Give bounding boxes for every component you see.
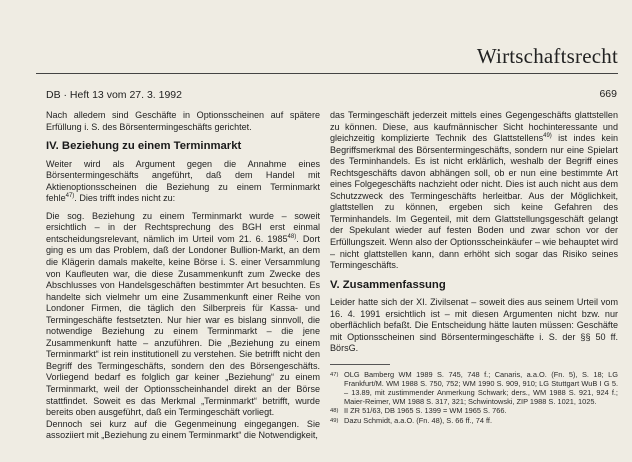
- section-title: Wirtschaftsrecht: [476, 44, 618, 68]
- intro-paragraph: Nach alledem sind Geschäfte in Optionsscheinen auf spätere Erfüllung i. S. des Börsentermingeschäfts gerichtet.: [46, 110, 320, 132]
- footnote-text: Dazu Schmidt, a.a.O. (Fn. 48), S. 66 ff., 74 ff.: [344, 416, 493, 426]
- footnote-number: 47): [330, 371, 339, 378]
- paragraph-iv-3: Dennoch sei kurz auf die Gegenmeinung eingegangen. Sie assoziiert mit „Beziehung zu einem Terminmarkt“ die Notwendigkeit,: [46, 418, 320, 441]
- footnote-number: 48): [330, 408, 339, 415]
- footnote-text: OLG Bamberg WM 1989 S. 745, 748 f.; Canaris, a.a.O. (Fn. 5), S. 18; LG Frankfurt/M. WM 1988 S. 750, 752; WM 1990 S. 909, 910; LG Stuttgart WuB I G 5. – 13.89, mit zustimmender Anmerkung Schwark; ders., WM 1988 S. 921, 924 f.; Maier-Reimer, WM 1988 S. 317, 321; Schwintowski, ZIP 1988 S. 1021, 1025.: [344, 369, 618, 407]
- paragraph-text: . Dies trifft indes nicht zu:: [74, 193, 176, 204]
- header-rule: [36, 73, 618, 74]
- footnote-ref-48: 48): [287, 233, 297, 240]
- heading-v: V. Zusammenfassung: [330, 278, 446, 291]
- footnote-48: [330, 406, 618, 416]
- right-column: [330, 110, 618, 427]
- footnote-49: [330, 416, 618, 426]
- paragraph-text: . Dort ging es um das Problem, daß der Londoner Bullion-Markt, an dem die Klägerin damals makelte, keine Börse i. S. einer Versammlung von Kaufleuten war, die diese Zusammenkunft zum Zwecke des Abschlusses von Handelsgeschäften bestimmter Art besuchten. Es handelte sich vielmehr um eine Zusammenkunft einer Reihe von Londoner Firmen, die täglich den Silberpreis für Kassa- und Termingeschäfte festsetzten. Nur hier war es bislang sinnvoll, die notwendige Beziehung zu einem Terminmarkt – die jene Zusammenkunft hatte – anzuführen. Die „Beziehung zu einem Terminmarkt“ ist rein institutionell zu verstehen. Sie betrifft nicht den Begriff des Termingeschäfts, sondern den des Börsengeschäfts. Vorliegend bedarf es folglich gar keiner „Beziehung“ zu einem Terminmarkt, weil der Optionsscheinhandel direkt an der Börse stattfindet. Soweit es das Merkmal „Terminmarkt“ betrifft, wurde bereits oben ausgeführt, daß ein Termingeschäft vorliegt.: [46, 233, 320, 418]
- paragraph-v-1: Leider hatte sich der XI. Zivilsenat – soweit dies aus seinem Urteil vom 16. 4. 1991 ersichtlich ist – mit diesen Argumenten nicht bzw. nur oberflächlich befaßt. Die Entscheidung hätte lauten müssen: Geschäfte mit Optionsscheinen sind Börsentermingeschäfte i. S. der §§ 50 ff. BörsG.: [330, 297, 618, 354]
- paragraph-iv-4: [330, 110, 618, 272]
- page-number: 669: [599, 88, 617, 100]
- heading-iv: IV. Beziehung zu einem Terminmarkt: [46, 140, 242, 153]
- footnotes: [330, 370, 618, 427]
- paragraph-iv-1: [46, 159, 320, 205]
- paragraph-iv-2: [46, 211, 320, 419]
- footnote-47: [330, 370, 618, 406]
- paragraph-text: Die sog. Beziehung zu einem Terminmarkt wurde – soweit ersichtlich – in der Rechtsprechung des BGH erst einmal entscheidungsrelevant, nämlich im Urteil vom 21. 6. 1985: [46, 210, 320, 244]
- footnote-ref-47: 47): [65, 193, 75, 200]
- paragraph-text: ist indes kein Begriffsmerkmal des Börsentermingeschäfts, sondern nur eine Spielart des Terminhandels. Es ist nicht erklärlich, weshalb der Begriff eines Rechtsgeschäfts davon abhängen soll, ob er nun eine bestimmte Art eines Folgegeschäfts nachzieht oder nicht. Dies ist auch nicht aus dem Schutzzweck des Termingeschäfts herleitbar. Aus der Möglichkeit, glattstellen zu können, ergeben sich keine Gefahren des Terminhandels. Im Gegenteil, mit dem Glattstellungsgeschäft gelangt der Spekulant wieder auf festen Boden und zwar schon vor der Erfüllungszeit. Wenn also der Optionsscheinkäufer – wie behauptet wird – nicht glattstellen kann, dann erhöht sich sogar das Risiko seines Termingeschäfts.: [330, 133, 618, 271]
- paragraph-text: Weiter wird als Argument gegen die Annahme eines Börsentermingeschäfts angeführt, daß dem Handel mit Aktienoptionsscheinen die Beziehung zu einem Terminmarkt fehle: [46, 158, 320, 204]
- footnote-ref-49: 49): [543, 133, 552, 140]
- footnote-number: 49): [330, 418, 339, 425]
- left-column: [46, 110, 320, 442]
- footnote-text: II ZR 51/63, DB 1965 S. 1399 = WM 1965 S. 766.: [344, 406, 507, 416]
- paragraph-text: das Termingeschäft jederzeit mittels eines Gegengeschäfts glattstellen zu können. Diese, aus kaufmännischer Sicht hochinteressante und gleichzeitig komplizierte Technik des Glattstellens: [330, 110, 618, 144]
- footnote-rule: [330, 364, 390, 365]
- issue-line: DB · Heft 13 vom 27. 3. 1992: [46, 89, 182, 101]
